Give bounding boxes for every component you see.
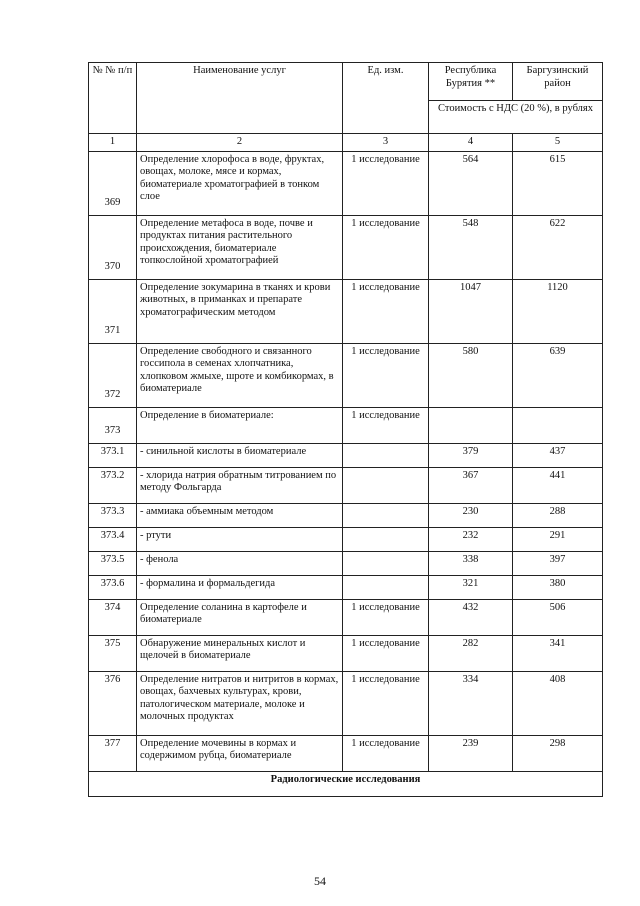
- table-row: [89, 527, 603, 551]
- index-cell: 1: [89, 134, 137, 152]
- row-service-name: - аммиака объемным методом: [137, 503, 343, 527]
- row-price-district: 341: [513, 635, 603, 671]
- row-price-district: 615: [513, 151, 603, 215]
- row-service-name: - ртути: [137, 527, 343, 551]
- row-unit: 1 исследование: [343, 215, 429, 279]
- row-unit: 1 исследование: [343, 735, 429, 771]
- index-cell: 4: [429, 134, 513, 152]
- header-unit: Ед. изм.: [343, 63, 429, 134]
- table-row: [89, 575, 603, 599]
- index-cell: 2: [137, 134, 343, 152]
- row-price-district: 437: [513, 443, 603, 467]
- row-number: 373.1: [89, 443, 137, 467]
- section-row: [89, 771, 603, 796]
- row-price-district: 1120: [513, 279, 603, 343]
- section-title: Радиологические исследования: [89, 771, 603, 796]
- row-unit: 1 исследование: [343, 635, 429, 671]
- row-service-name: Определение в биоматериале:: [137, 407, 343, 443]
- row-price-republic: [429, 407, 513, 443]
- row-number: 374: [89, 599, 137, 635]
- row-number: 376: [89, 671, 137, 735]
- row-number: 372: [89, 343, 137, 407]
- row-price-district: 298: [513, 735, 603, 771]
- header-district: Баргузинский район: [513, 63, 603, 101]
- row-service-name: Определение метафоса в воде, почве и продуктах питания растительного происхождения, биоматериале топкослойной хроматографией: [137, 215, 343, 279]
- index-cell: 5: [513, 134, 603, 152]
- table-row: [89, 279, 603, 343]
- row-price-district: 288: [513, 503, 603, 527]
- row-price-district: 380: [513, 575, 603, 599]
- row-unit: 1 исследование: [343, 343, 429, 407]
- row-service-name: - формалина и формальдегида: [137, 575, 343, 599]
- row-price-republic: 367: [429, 467, 513, 503]
- row-price-district: 291: [513, 527, 603, 551]
- table-row: [89, 735, 603, 771]
- table-row: [89, 671, 603, 735]
- row-unit: [343, 527, 429, 551]
- table-row: [89, 215, 603, 279]
- row-price-republic: 379: [429, 443, 513, 467]
- row-price-district: [513, 407, 603, 443]
- header-republic: Республика Бурятия **: [429, 63, 513, 101]
- row-price-republic: 432: [429, 599, 513, 635]
- table-row: [89, 635, 603, 671]
- header-cost-label: Стоимость с НДС (20 %), в рублях: [429, 100, 603, 133]
- row-service-name: Определение мочевины в кормах и содержимом рубца, биоматериале: [137, 735, 343, 771]
- row-service-name: Определение соланина в картофеле и биоматериале: [137, 599, 343, 635]
- row-number: 373.6: [89, 575, 137, 599]
- row-price-district: 622: [513, 215, 603, 279]
- row-price-republic: 230: [429, 503, 513, 527]
- table-row: [89, 407, 603, 443]
- row-price-republic: 334: [429, 671, 513, 735]
- row-service-name: Определение нитратов и нитритов в кормах, овощах, бахчевых культурах, крови, патологическом материале, молоке и молочных продуктах: [137, 671, 343, 735]
- row-service-name: Определение зокумарина в тканях и крови животных, в приманках и препарате хроматографическим методом: [137, 279, 343, 343]
- row-unit: [343, 575, 429, 599]
- row-number: 373.4: [89, 527, 137, 551]
- row-price-district: 506: [513, 599, 603, 635]
- row-number: 373.2: [89, 467, 137, 503]
- row-number: 375: [89, 635, 137, 671]
- row-service-name: Определение свободного и связанного госсипола в семенах хлопчатника, хлопковом жмыхе, шроте и комбикормах, в биоматериале: [137, 343, 343, 407]
- row-number: 373: [89, 407, 137, 443]
- row-price-republic: 232: [429, 527, 513, 551]
- row-price-republic: 239: [429, 735, 513, 771]
- row-number: 373.3: [89, 503, 137, 527]
- table-row: [89, 467, 603, 503]
- row-unit: [343, 467, 429, 503]
- table-row: [89, 443, 603, 467]
- row-price-republic: 1047: [429, 279, 513, 343]
- price-table: [88, 62, 603, 797]
- row-price-republic: 564: [429, 151, 513, 215]
- row-price-republic: 282: [429, 635, 513, 671]
- row-unit: [343, 503, 429, 527]
- header-number: № № п/п: [89, 63, 137, 134]
- table-row: [89, 343, 603, 407]
- row-number: 377: [89, 735, 137, 771]
- index-row: [89, 134, 603, 152]
- index-cell: 3: [343, 134, 429, 152]
- row-unit: [343, 443, 429, 467]
- row-price-republic: 580: [429, 343, 513, 407]
- row-service-name: Обнаружение минеральных кислот и щелочей в биоматериале: [137, 635, 343, 671]
- row-price-district: 397: [513, 551, 603, 575]
- row-price-republic: 321: [429, 575, 513, 599]
- table-row: [89, 599, 603, 635]
- row-price-district: 408: [513, 671, 603, 735]
- row-unit: 1 исследование: [343, 407, 429, 443]
- row-service-name: - синильной кислоты в биоматериале: [137, 443, 343, 467]
- row-number: 370: [89, 215, 137, 279]
- header-row: [89, 63, 603, 101]
- row-unit: [343, 551, 429, 575]
- row-number: 371: [89, 279, 137, 343]
- row-service-name: - хлорида натрия обратным титрованием по методу Фольгарда: [137, 467, 343, 503]
- row-number: 369: [89, 151, 137, 215]
- page-number: 54: [314, 874, 326, 888]
- row-price-republic: 548: [429, 215, 513, 279]
- table-row: [89, 151, 603, 215]
- row-unit: 1 исследование: [343, 279, 429, 343]
- table-row: [89, 551, 603, 575]
- row-number: 373.5: [89, 551, 137, 575]
- row-price-district: 639: [513, 343, 603, 407]
- row-unit: 1 исследование: [343, 599, 429, 635]
- row-unit: 1 исследование: [343, 671, 429, 735]
- row-price-republic: 338: [429, 551, 513, 575]
- header-service-name: Наименование услуг: [137, 63, 343, 134]
- row-service-name: - фенола: [137, 551, 343, 575]
- row-price-district: 441: [513, 467, 603, 503]
- row-unit: 1 исследование: [343, 151, 429, 215]
- row-service-name: Определение хлорофоса в воде, фруктах, овощах, молоке, мясе и кормах, биоматериале хроматографией в тонком слое: [137, 151, 343, 215]
- table-row: [89, 503, 603, 527]
